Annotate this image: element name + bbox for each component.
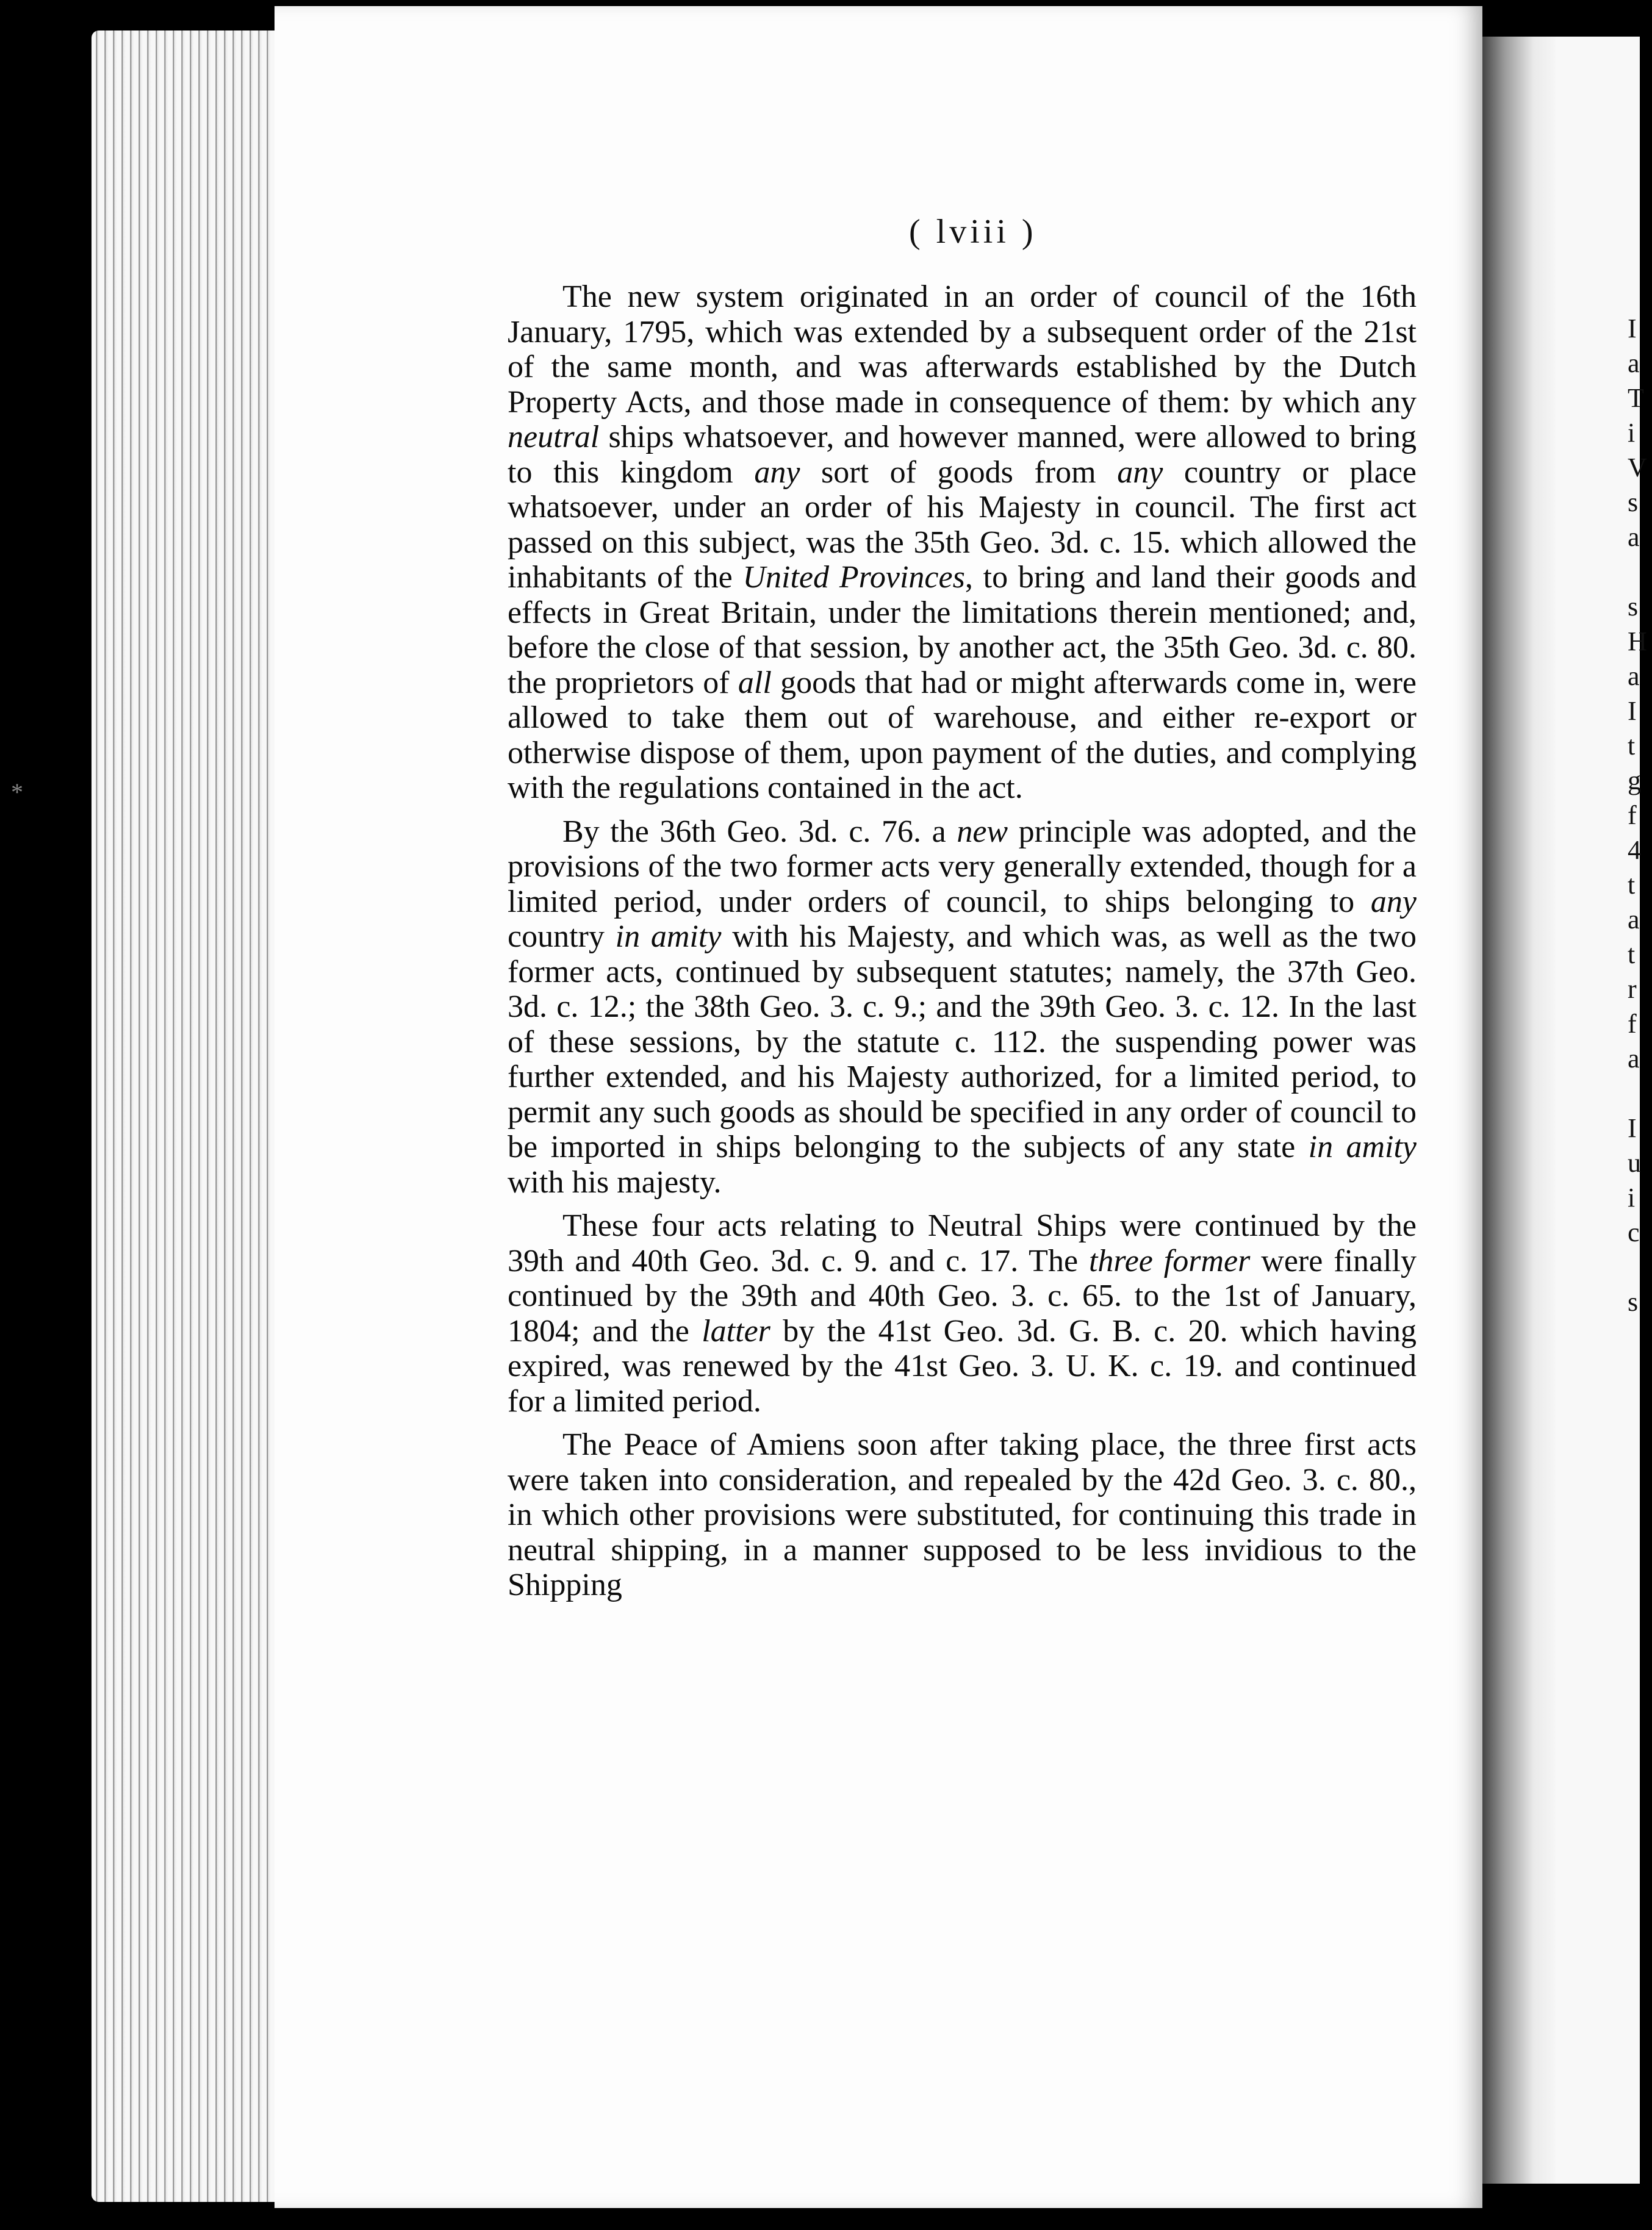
facing-letter: u	[1628, 1148, 1641, 1178]
text-run: country	[508, 919, 616, 954]
text-run: by the 41st Geo. 3d. G. B. c. 20. which having expired, was renewed by the 41st Geo. 3. U. K. c. 19. and continued for a limited period.	[508, 1313, 1417, 1419]
facing-letter: I	[1628, 1113, 1637, 1143]
facing-letter: a	[1628, 661, 1640, 691]
text-run: were finally continued by the 39th and 40th Geo. 3. c. 65. to the 1st of January, 1804; and the	[508, 1243, 1417, 1349]
italic-text: latter	[702, 1313, 770, 1349]
facing-letter: T	[1628, 383, 1644, 413]
facing-letter: a	[1628, 1044, 1640, 1074]
text-run: principle was adopted, and the provisions of the two former acts very generally extended, though for a limited period, under orders of council, to ships belonging to	[508, 814, 1417, 919]
facing-letter: c	[1628, 1217, 1640, 1247]
facing-letter: i	[1628, 1183, 1636, 1213]
facing-letter: a	[1628, 905, 1640, 934]
page-edges	[92, 30, 281, 2202]
facing-letter: i	[1628, 418, 1636, 448]
book-gutter	[1482, 37, 1556, 2184]
paragraph	[508, 279, 1417, 806]
facing-letter: f	[1628, 1009, 1637, 1039]
text-run: By the 36th Geo. 3d. c. 76. a	[562, 814, 957, 849]
italic-text: all	[738, 665, 772, 700]
stray-mark: *	[11, 778, 23, 806]
facing-letter: V	[1628, 453, 1647, 482]
italic-text: United Provinces	[742, 560, 965, 595]
text-run: These four acts relating to Neutral Ships were continued by the 39th and 40th Geo. 3d. c. 9. and c. 17. The	[508, 1208, 1417, 1278]
italic-text: any	[754, 454, 800, 490]
facing-letter: 4	[1628, 835, 1641, 865]
text-run: country or place whatsoever, under an order of his Majesty in council. The first act passed on this subject, was the 35th Geo. 3d. c. 15. which allowed the inhabitants of the	[508, 454, 1417, 595]
facing-letter: t	[1628, 731, 1636, 761]
facing-letter: H	[1628, 626, 1647, 656]
text-run: goods that had or might afterwards come in, were allowed to take them out of warehouse, and either re-export or otherwise dispose of them, upon payment of the duties, and complying with the regulations contained in the act.	[508, 665, 1417, 805]
facing-letter: s	[1628, 1287, 1639, 1317]
text-run: sort of goods from	[800, 454, 1118, 490]
facing-letter: a	[1628, 348, 1640, 378]
facing-letter: a	[1628, 522, 1640, 552]
italic-text: in amity	[615, 919, 722, 954]
facing-letter	[1628, 554, 1652, 589]
facing-page-letters	[1628, 311, 1652, 1319]
facing-letter: s	[1628, 592, 1639, 622]
body-text	[508, 279, 1417, 1612]
facing-letter: f	[1628, 800, 1637, 830]
page-number: ( lviii )	[909, 213, 1037, 251]
facing-letter	[1628, 1076, 1652, 1111]
paragraph	[508, 1427, 1417, 1603]
text-run: The new system originated in an order of council of the 16th January, 1795, which was extended by a subsequent order of the 21st of the same month, and was afterwards established by the Dutch Property Acts, and those made in consequence of them: by which any	[508, 279, 1417, 420]
italic-text: in amity	[1308, 1130, 1417, 1164]
facing-letter	[1628, 1250, 1652, 1285]
facing-letter: t	[1628, 870, 1636, 900]
paragraph	[508, 1208, 1417, 1419]
italic-text: any	[1370, 884, 1417, 919]
facing-letter: t	[1628, 939, 1636, 969]
facing-letter: g	[1628, 765, 1641, 795]
facing-letter: r	[1628, 974, 1637, 1004]
text-run: with his majesty.	[508, 1164, 722, 1200]
italic-text: new	[957, 814, 1008, 849]
facing-letter: s	[1628, 487, 1639, 517]
paragraph	[508, 814, 1417, 1200]
italic-text: neutral	[508, 420, 600, 454]
text-run: , to bring and land their goods and effects in Great Britain, under the limitations therein mentioned; and, before the close of that session, by another act, the 35th Geo. 3d. c. 80. the proprietors of	[508, 560, 1417, 700]
text-run: The Peace of Amiens soon after taking place, the three first acts were taken into consideration, and repealed by the 42d Geo. 3. c. 80., in which other provisions were substituted, for continuing this trade in neutral shipping, in a manner supposed to be less invidious to the Shipping	[508, 1427, 1417, 1602]
italic-text: three former	[1088, 1243, 1251, 1278]
facing-letter: I	[1628, 696, 1637, 726]
facing-letter: I	[1628, 314, 1637, 343]
text-run: ships whatsoever, and however manned, were allowed to bring to this kingdom	[508, 420, 1417, 490]
text-run: with his Majesty, and which was, as well as the two former acts, continued by subsequent statutes; namely, the 37th Geo. 3d. c. 12.; the 38th Geo. 3. c. 9.; and the 39th Geo. 3. c. 12. In the last of these sessions, by the statute c. 112. the suspending power was further extended, and his Majesty authorized, for a limited period, to permit any such goods as should be specified in any order of council to be imported in ships belonging to the subjects of any state	[508, 919, 1417, 1164]
italic-text: any	[1117, 454, 1163, 490]
